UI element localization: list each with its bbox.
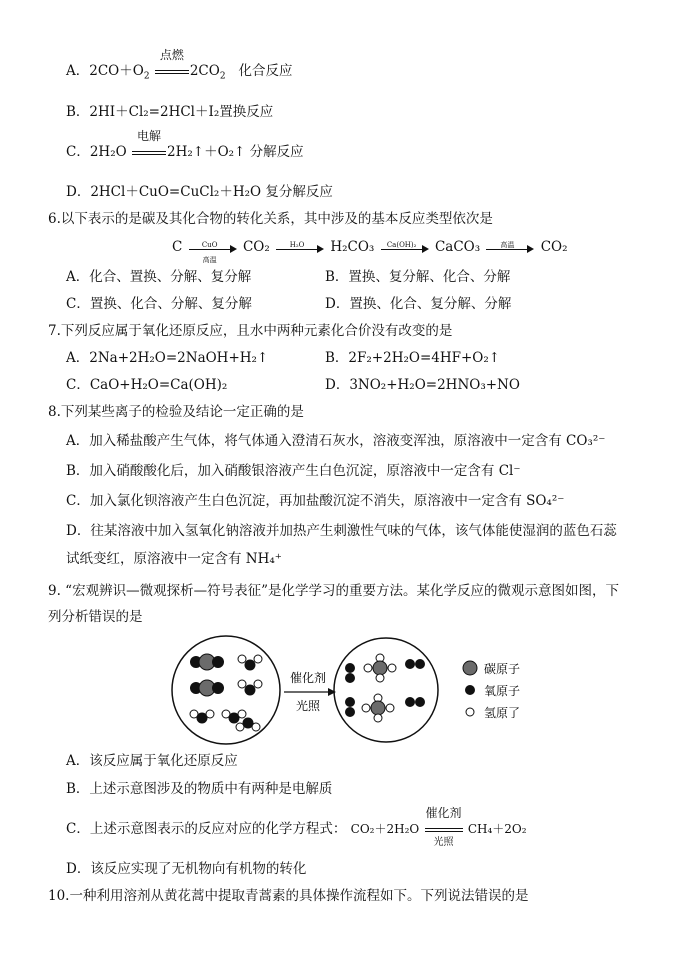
- h2o-molecule: [190, 710, 214, 724]
- legend-hydrogen: 氢原了: [484, 706, 521, 720]
- legend-oxygen: 氧原子: [484, 684, 521, 698]
- legend-carbon: 碳原子: [484, 662, 521, 676]
- catalyst-label: 催化剂: [289, 671, 327, 685]
- h2o-molecule: [238, 680, 262, 696]
- q8-option-b: B．加入硝酸酸化后，加入硝酸银溶液产生白色沉淀，原溶液中一定含有 Cl⁻: [66, 463, 521, 479]
- q6-option-b: B．置换、复分解、化合、分解: [325, 269, 511, 285]
- reaction-arrow: 催化剂 光照: [425, 806, 462, 848]
- q7-option-a: A．2Na+2H₂O=2NaOH+H₂↑: [66, 350, 269, 366]
- chain-arrow: 高温: [486, 241, 534, 255]
- light-label: 光照: [295, 699, 321, 713]
- chain-arrow: CuO 高温: [189, 241, 237, 255]
- q9-option-b: B．上述示意图涉及的物质中有两种是电解质: [66, 781, 333, 797]
- question-9-stem-line1: 9. “宏观辨识—微观探析—符号表征”是化学学习的重要方法。某化学反应的微观示意图如图，下: [48, 583, 619, 599]
- reaction-micro-diagram: [160, 632, 560, 752]
- option-c-prev: C．2H₂O 电解 2H₂↑＋O₂↑ 分解反应: [66, 129, 304, 160]
- reactants-circle: [172, 636, 280, 744]
- ch4-molecule: [364, 654, 396, 682]
- chain-arrow: Ca(OH)₂: [381, 241, 429, 255]
- q8-option-d-line2: 试纸变红，原溶液中一定含有 NH₄⁺: [66, 551, 282, 567]
- option-d-prev: D．2HCl＋CuO=CuCl₂＋H₂O 复分解反应: [66, 184, 333, 200]
- legend: [463, 661, 520, 720]
- reaction-arrow: 点燃: [154, 62, 190, 80]
- h2o-molecule: [222, 710, 246, 724]
- co2-molecule: [190, 654, 224, 670]
- q6-option-d: D．置换、化合、复分解、分解: [325, 296, 512, 312]
- question-8-stem: 8.下列某些离子的检验及结论一定正确的是: [48, 404, 304, 420]
- h2o-molecule: [236, 718, 260, 732]
- q9-option-c: C．上述示意图表示的反应对应的化学方程式： CO₂＋2H₂O 催化剂 光照 CH₄＋2O₂: [66, 806, 527, 848]
- q9-option-a: A．该反应属于氧化还原反应: [66, 753, 238, 769]
- q7-option-d: D．3NO₂+H₂O=2HNO₃+NO: [325, 377, 520, 393]
- q6-option-c: C．置换、化合、分解、复分解: [66, 296, 252, 312]
- question-6-stem: 6.以下表示的是碳及其化合物的转化关系，其中涉及的基本反应类型依次是: [48, 211, 493, 227]
- q7-option-b: B．2F₂+2H₂O=4HF+O₂↑: [325, 350, 501, 366]
- co2-molecule: [190, 680, 224, 696]
- q8-option-c: C．加入氯化钡溶液产生白色沉淀，再加盐酸沉淀不消失，原溶液中一定含有 SO₄²⁻: [66, 493, 565, 509]
- conversion-chain: C CuO 高温 CO₂ H₂O H₂CO₃ Ca(OH)₂ CaCO₃ 高温 CO₂: [172, 239, 568, 264]
- products-circle: [334, 638, 438, 742]
- q8-option-d-line1: D．往某溶液中加入氢氧化钠溶液并加热产生刺激性气味的气体，该气体能使湿润的蓝色石蕊: [66, 523, 617, 539]
- o2-molecule: [405, 697, 425, 707]
- chain-arrow: H₂O: [276, 241, 324, 255]
- o2-molecule: [345, 663, 355, 683]
- o2-molecule: [345, 697, 355, 717]
- q7-option-c: C．CaO+H₂O=Ca(OH)₂: [66, 377, 228, 393]
- q9-option-d: D．该反应实现了无机物向有机物的转化: [66, 861, 307, 877]
- o2-molecule: [405, 659, 425, 669]
- q8-option-a: A．加入稀盐酸产生气体，将气体通入澄清石灰水，溶液变浑浊，原溶液中一定含有 CO₃²⁻: [66, 433, 606, 449]
- option-b-prev: B．2HI＋Cl₂=2HCl＋I₂置换反应: [66, 104, 274, 120]
- option-a-prev: A．$2CO+O_2$ 点燃 $2CO_2$ 化合反应: [66, 48, 293, 82]
- question-7-stem: 7.下列反应属于氧化还原反应，且水中两种元素化合价没有改变的是: [48, 323, 453, 339]
- reaction-arrow: 电解: [131, 143, 167, 161]
- reaction-arrow: [284, 688, 336, 696]
- question-10-stem: 10.一种利用溶剂从黄花蒿中提取青蒿素的具体操作流程如下。下列说法错误的是: [48, 888, 529, 904]
- h2o-molecule: [238, 655, 262, 671]
- q6-option-a: A．化合、置换、分解、复分解: [66, 269, 252, 285]
- question-9-stem-line2: 列分析错误的是: [48, 609, 143, 625]
- ch4-molecule: [362, 694, 394, 722]
